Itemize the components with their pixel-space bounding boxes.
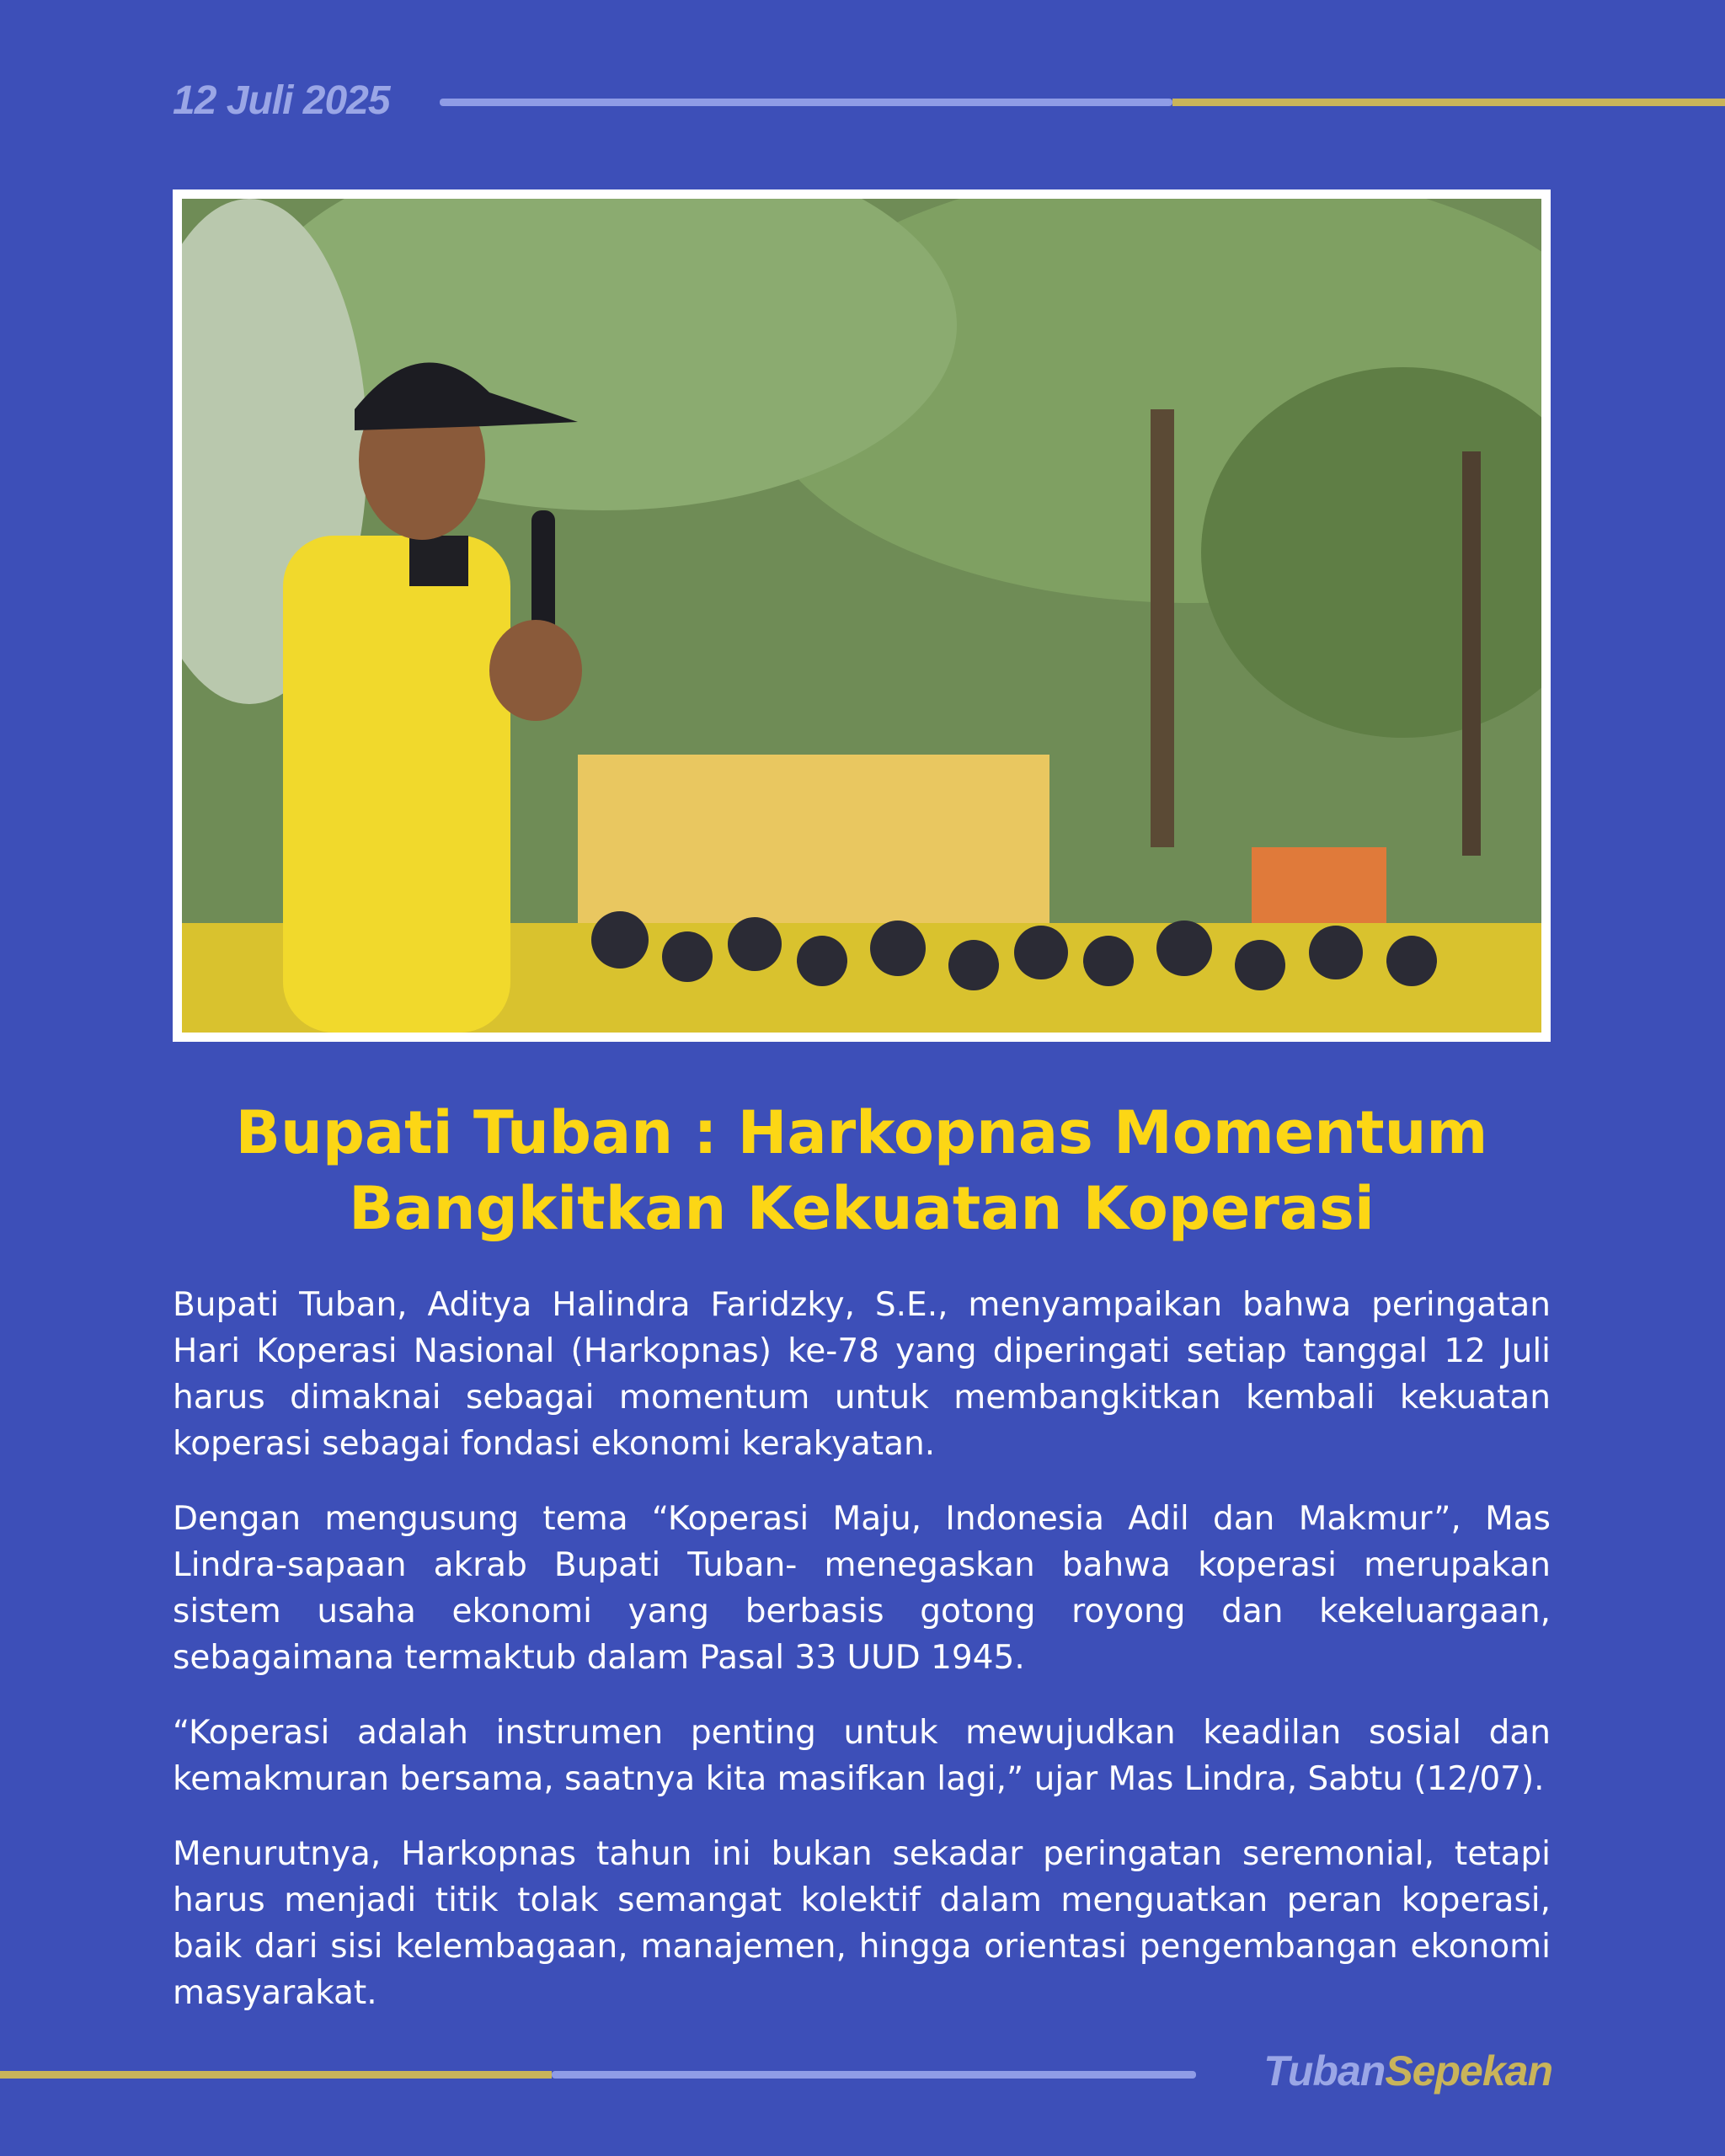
footer-divider-blue	[552, 2071, 1196, 2079]
brand-part-2: Sepekan	[1385, 2047, 1552, 2095]
header-divider-blue	[440, 99, 1172, 106]
header-divider-gold	[1172, 99, 1725, 106]
article-paragraph-3: “Koperasi adalah instrumen penting untuk mewujudkan keadilan sosial dan kemakmuran bersama, saatnya kita masifkan lagi,” ujar Mas Lindra, Sabtu (12/07).	[173, 1714, 1551, 1798]
footer-divider-gold	[0, 2071, 552, 2079]
article-title: Bupati Tuban : Harkopnas Momentum Bangkitkan Kekuatan Koperasi	[235, 1098, 1488, 1243]
publish-date: 12 Juli 2025	[173, 78, 390, 123]
article-body	[173, 1282, 1551, 2045]
article-paragraph-4: Menurutnya, Harkopnas tahun ini bukan sekadar peringatan seremonial, tetapi harus menjadi titik tolak semangat kolektif dalam menguatkan peran koperasi, baik dari sisi kelembagaan, manajemen, hingga orientasi pengembangan ekonomi masyarakat.	[173, 1835, 1551, 2012]
article-paragraph-2: Dengan mengusung tema “Koperasi Maju, Indonesia Adil dan Makmur”, Mas Lindra-sapaan akrab Bupati Tuban- menegaskan bahwa koperasi merupakan sistem usaha ekonomi yang berbasis gotong royong dan kekeluargaan, sebagaimana termaktub dalam Pasal 33 UUD 1945.	[173, 1500, 1551, 1677]
brand-part-1: Tuban	[1263, 2047, 1386, 2095]
photo-icon	[182, 199, 1541, 1033]
photo-frame	[173, 189, 1551, 1042]
news-photo	[182, 199, 1541, 1033]
article-paragraph-1: Bupati Tuban, Aditya Halindra Faridzky, S.E., menyampaikan bahwa peringatan Hari Koperasi Nasional (Harkopnas) ke-78 yang diperingati setiap tanggal 12 Juli harus dimaknai sebagai momentum untuk membangkitkan kembali kekuatan koperasi sebagai fondasi ekonomi kerakyatan.	[173, 1286, 1551, 1463]
brand-logo	[1263, 2047, 1552, 2095]
